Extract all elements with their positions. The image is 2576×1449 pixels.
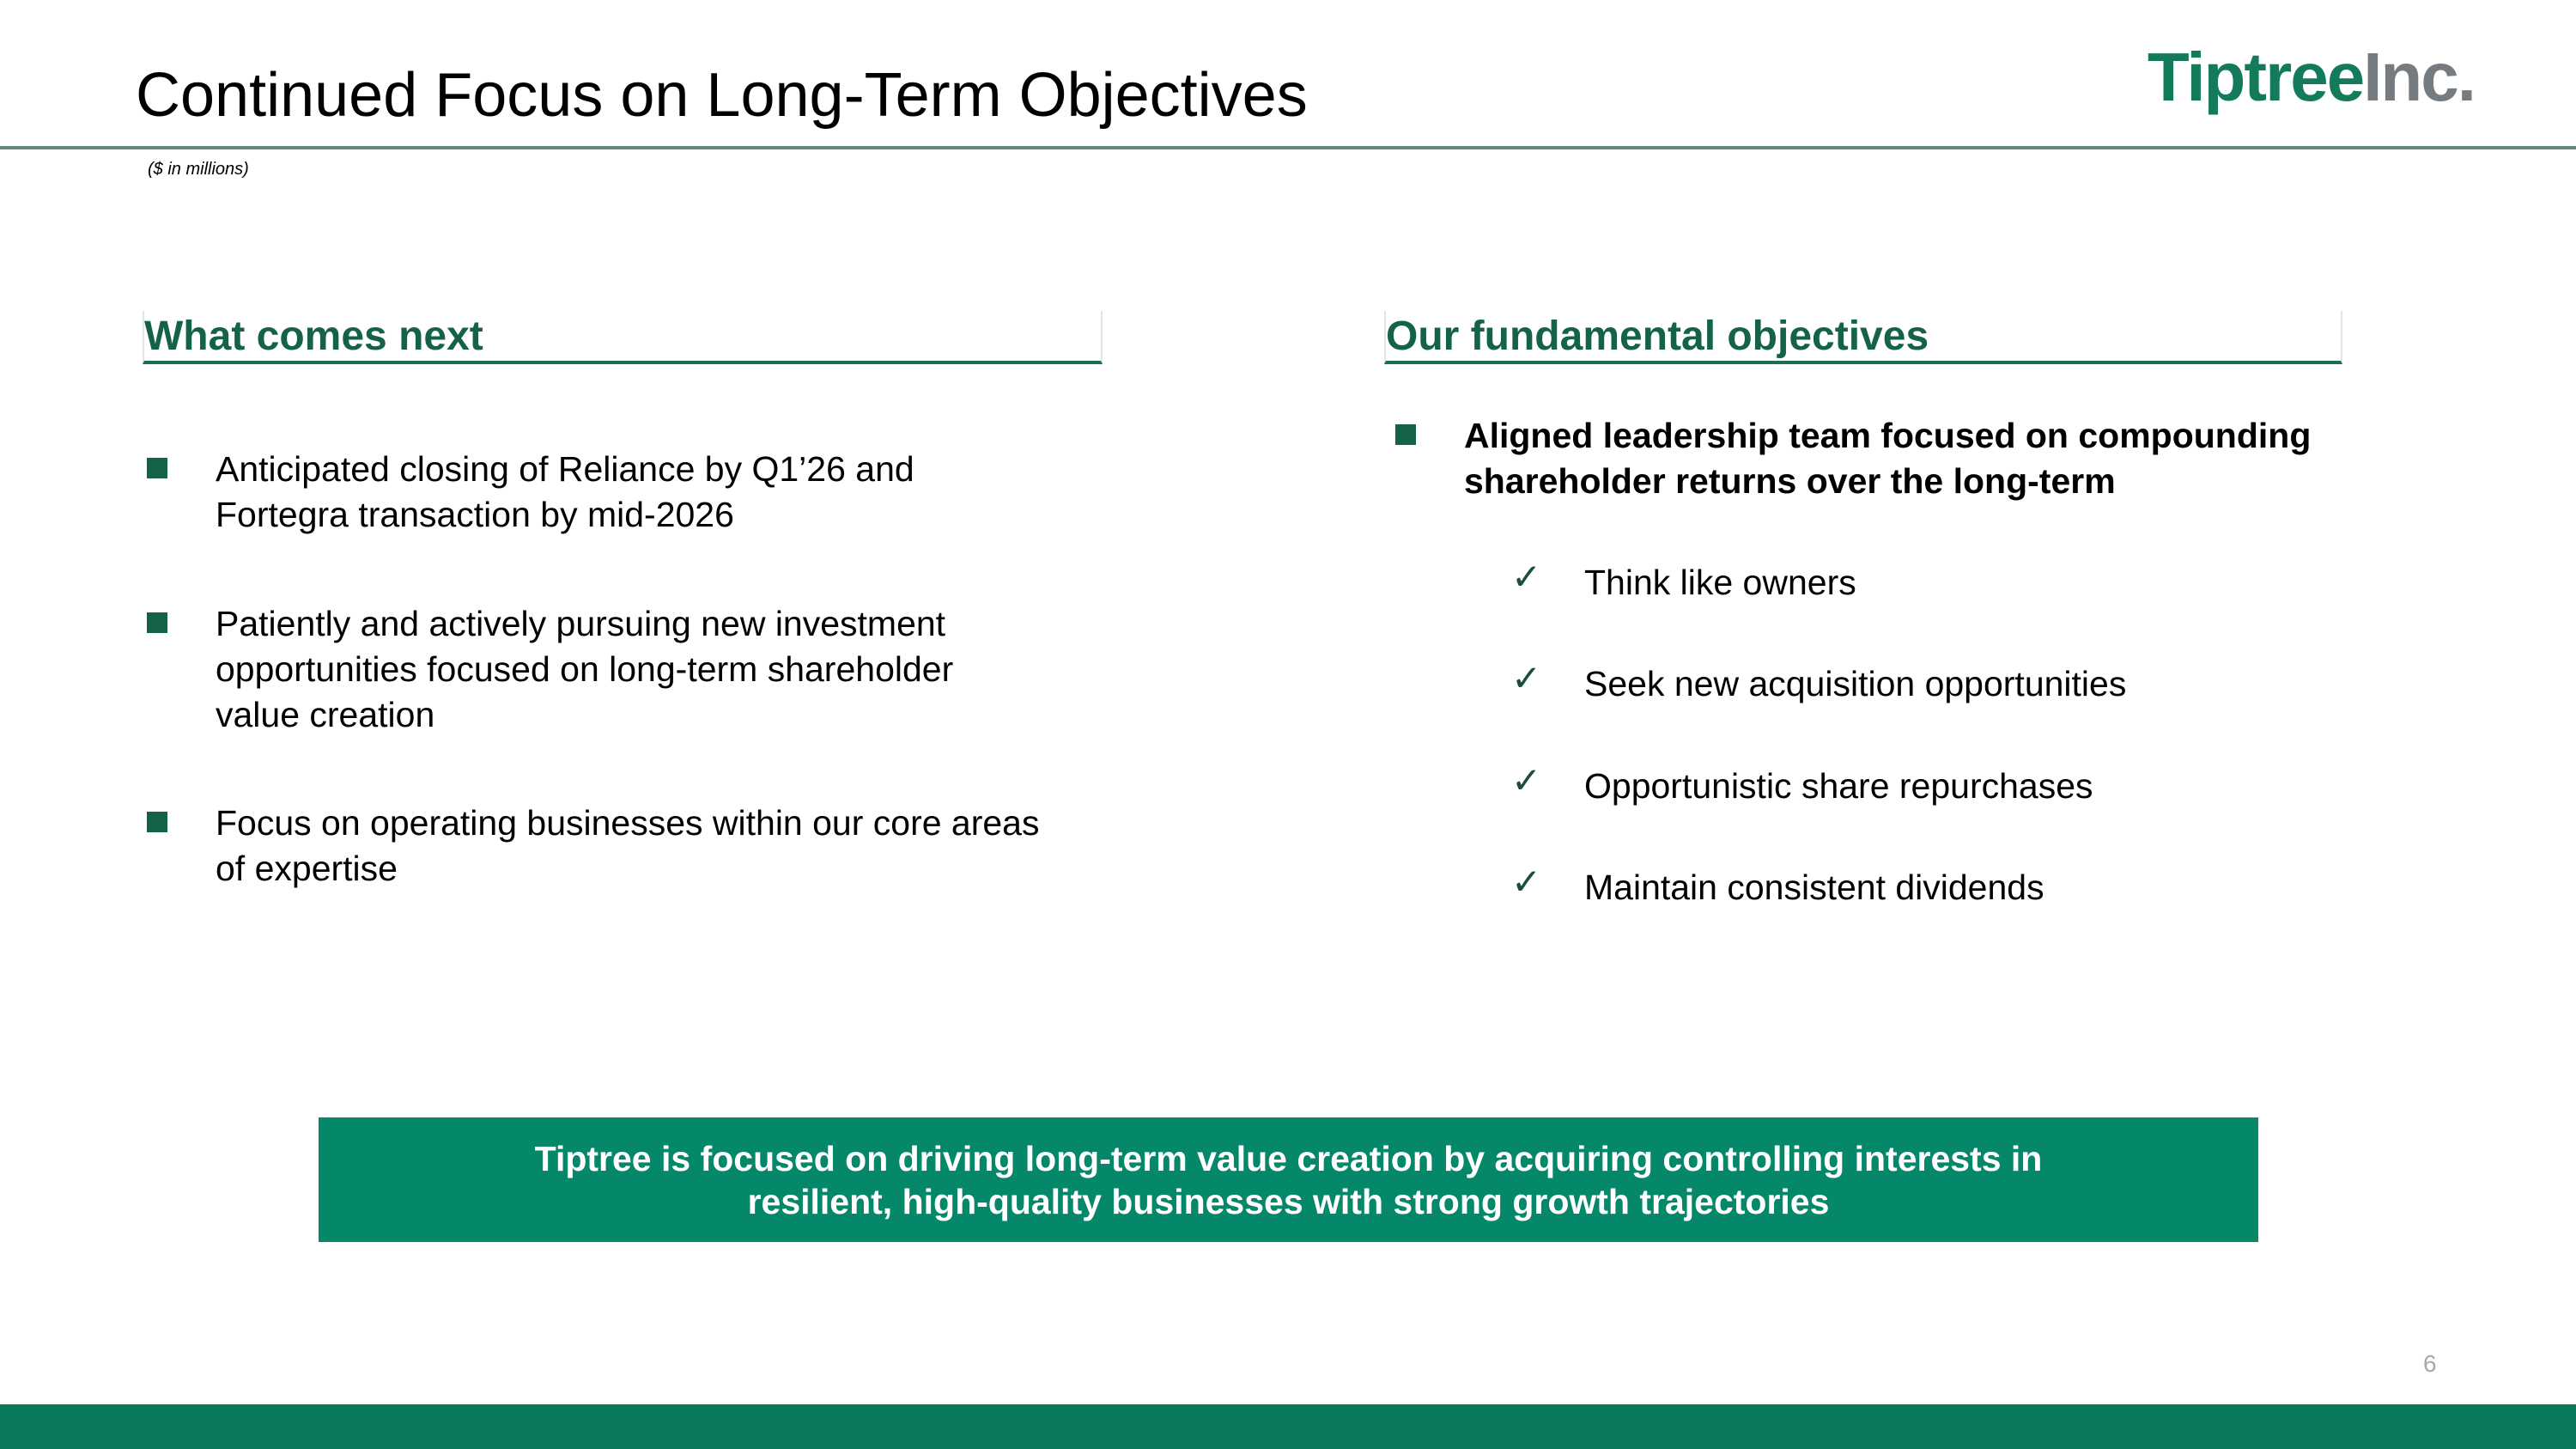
left-panel-heading: What comes next: [144, 314, 483, 359]
logo-primary-text: Tiptree: [2147, 39, 2364, 115]
left-panel-heading-box: [143, 311, 1103, 364]
checkmark-icon: ✓: [1511, 760, 1542, 801]
page-number: 6: [2423, 1350, 2437, 1377]
units-note: ($ in millions): [148, 160, 249, 179]
square-bullet-icon: [147, 812, 167, 832]
objective-item: Maintain consistent dividends: [1584, 868, 2044, 907]
summary-banner: [319, 1117, 2258, 1242]
checkmark-icon: ✓: [1511, 658, 1542, 698]
right-panel-heading-box: [1384, 311, 2342, 364]
logo-secondary-text: Inc.: [2363, 39, 2475, 115]
objective-item: Seek new acquisition opportunities: [1584, 664, 2127, 703]
page-title: Continued Focus on Long-Term Objectives: [136, 61, 1308, 130]
list-item: Patiently and actively pursuing new investment opportunities focused on long-term shareholder value creation: [216, 604, 954, 734]
header-divider: [0, 146, 2576, 149]
square-bullet-icon: [1395, 424, 1416, 445]
footer-bar: [0, 1404, 2576, 1449]
main-objective: Aligned leadership team focused on compounding shareholder returns over the long-term: [1464, 416, 2312, 501]
list-item: Anticipated closing of Reliance by Q1’26 and Fortegra transaction by mid-2026: [216, 449, 914, 534]
right-panel-heading: Our fundamental objectives: [1386, 314, 1929, 359]
summary-banner-text: Tiptree is focused on driving long-term value creation by acquiring controlling interests in resilient, high-quality businesses with strong growth trajectories: [534, 1138, 2043, 1221]
objective-item: Opportunistic share repurchases: [1584, 766, 2093, 806]
square-bullet-icon: [147, 612, 167, 633]
checkmark-icon: ✓: [1511, 557, 1542, 597]
list-item: Focus on operating businesses within our core areas of expertise: [216, 803, 1040, 888]
objective-item: Think like owners: [1584, 563, 1856, 602]
company-logo: [2148, 38, 2475, 117]
square-bullet-icon: [147, 458, 167, 478]
checkmark-icon: ✓: [1511, 861, 1542, 902]
